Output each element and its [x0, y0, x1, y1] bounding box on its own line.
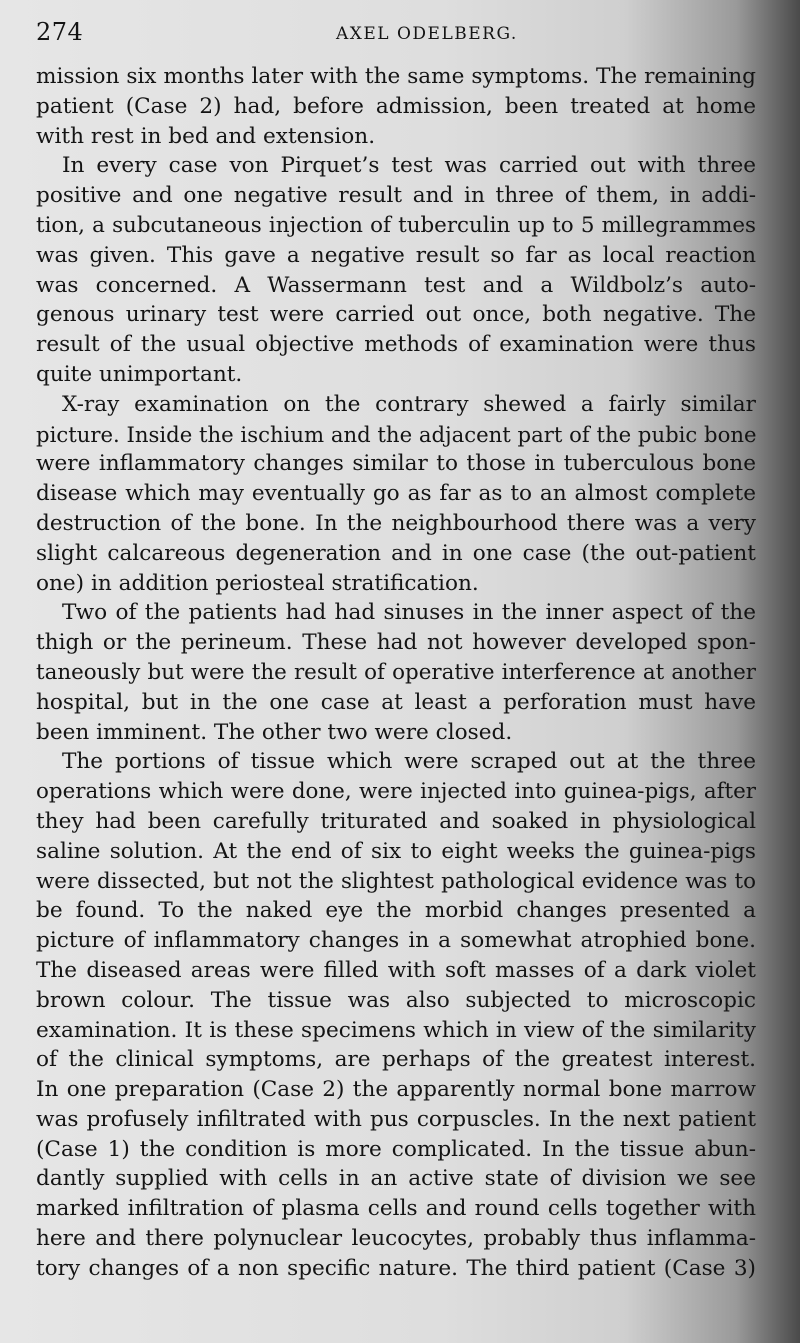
text-line: mission six months later with the same symptoms. The remaining [36, 64, 756, 89]
text-line: operations which were done, were injected into guinea-pigs, after [36, 779, 756, 805]
text-line: with rest in bed and extension. [36, 123, 376, 149]
text-line: destruction of the bone. In the neighbourhood there was a very [36, 510, 756, 536]
text-line: X-ray examination on the contrary shewed a fairly similar [62, 391, 756, 417]
text-line: one) in addition periosteal stratification. [36, 570, 479, 596]
text-line: tory changes of a non specific nature. The third patient (Case 3) [36, 1255, 756, 1281]
text-line: slight calcareous degeneration and in one case (the out-patient [36, 540, 756, 566]
text-line: dantly supplied with cells in an active state of division we see [36, 1166, 756, 1192]
text-line: were inflammatory changes similar to those in tuberculous bone [36, 451, 756, 477]
text-line: tion, a subcutaneous injection of tuberculin up to 5 millegrammes [36, 212, 756, 238]
text-line: In one preparation (Case 2) the apparently normal bone marrow [36, 1077, 756, 1103]
text-line: saline solution. At the end of six to eight weeks the guinea-pigs [36, 838, 756, 864]
text-line: positive and one negative result and in three of them, in addi- [36, 183, 756, 209]
text-line: genous urinary test were carried out once, both negative. The [36, 302, 756, 328]
text-line: here and there polynuclear leucocytes, probably thus inflamma- [36, 1226, 756, 1252]
text-line: been imminent. The other two were closed. [36, 719, 513, 745]
text-line: of the clinical symptoms, are perhaps of the greatest interest. [36, 1047, 756, 1073]
text-line: hospital, but in the one case at least a perforation must have [36, 689, 756, 715]
text-line: was profusely infiltrated with pus corpuscles. In the next patient [36, 1106, 756, 1132]
text-line: The portions of tissue which were scraped out at the three [62, 749, 756, 775]
text-line: brown colour. The tissue was also subjected to microscopic [36, 987, 756, 1013]
text-line: picture of inflammatory changes in a somewhat atrophied bone. [36, 928, 756, 954]
text-line: marked infiltration of plasma cells and round cells together with [36, 1196, 756, 1222]
text-line: was given. This gave a negative result so far as local reaction [36, 242, 756, 268]
text-line: thigh or the perineum. These had not however developed spon- [36, 630, 756, 656]
text-line: In every case von Pirquet’s test was carried out with three [62, 153, 756, 179]
text-line: quite unimportant. [36, 361, 243, 387]
text-line: disease which may eventually go as far as to an almost complete [36, 481, 756, 507]
text-line: be found. To the naked eye the morbid changes presented a [36, 898, 756, 924]
text-line: was concerned. A Wassermann test and a Wildbolz’s auto- [36, 272, 756, 298]
text-line: (Case 1) the condition is more complicated. In the tissue abun- [36, 1136, 756, 1162]
page-header [36, 14, 760, 50]
text-line: The diseased areas were filled with soft masses of a dark violet [36, 957, 756, 983]
text-line: taneously but were the result of operative interference at another [36, 659, 756, 685]
text-line: Two of the patients had had sinuses in the inner aspect of the [62, 600, 756, 626]
running-head: AXEL ODELBERG. [336, 24, 518, 44]
text-line: they had been carefully triturated and soaked in physiological [36, 808, 756, 834]
text-line: result of the usual objective methods of examination were thus [36, 332, 756, 358]
text-line: patient (Case 2) had, before admission, been treated at home [36, 93, 756, 119]
text-line: were dissected, but not the slightest pathological evidence was to [36, 868, 756, 894]
body-text [36, 62, 756, 1284]
text-line: examination. It is these specimens which in view of the similarity [36, 1017, 756, 1043]
page-number: 274 [36, 18, 84, 46]
text-line: picture. Inside the ischium and the adjacent part of the pubic bone [36, 421, 757, 447]
